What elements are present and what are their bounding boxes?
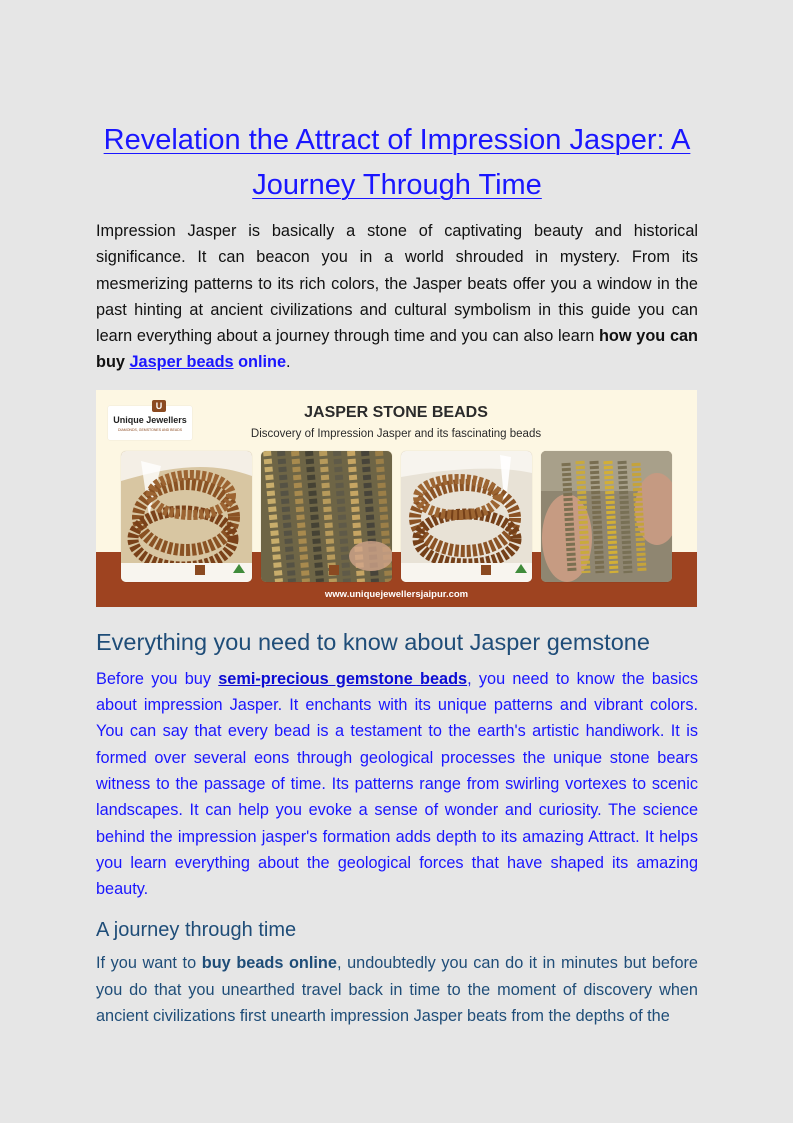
intro-bold-text: how you can buy	[96, 327, 698, 372]
section1-pre: Before you buy	[96, 669, 219, 688]
section1-paragraph	[96, 666, 698, 903]
jasper-beads-banner-image	[96, 390, 697, 607]
semi-precious-gemstone-beads-link[interactable]: semi-precious gemstone beads	[218, 669, 468, 688]
document-content	[96, 118, 698, 1029]
banner-title: JASPER STONE BEADS	[304, 403, 488, 421]
section-heading-journey: A journey through time	[96, 919, 297, 942]
section-heading-jasper-gemstone: Everything you need to know about Jasper gemstone	[96, 628, 650, 655]
article-title-link[interactable]: Revelation the Attract of Impression Jasper: A Journey Through Time	[103, 124, 691, 201]
section2-pre: If you want to	[96, 954, 202, 973]
intro-online-text: online	[233, 353, 287, 372]
buy-beads-online-text: buy beads online	[201, 954, 337, 973]
intro-text: Impression Jasper is basically a stone of captivating beauty and historical significance. It can beacon you in a world shrouded in mystery. From its mesmerizing patterns to its rich colors, the Jasper beats offer you a window in the past hinting at ancient civilizations and cultural symbolism in this guide you can learn everything about a journey through time and you can also learn	[96, 222, 698, 346]
bead-photo-2	[261, 451, 392, 582]
logo-name: Unique Jewellers	[113, 414, 187, 425]
bead-photo-1	[121, 451, 252, 582]
banner-subtitle: Discovery of Impression Jasper and its fascinating beads	[250, 427, 542, 440]
intro-paragraph	[96, 218, 698, 376]
jasper-beads-link[interactable]: Jasper beads	[129, 353, 234, 372]
bead-photo-3	[401, 451, 532, 582]
banner-website-url: www.uniquejewellersjaipur.com	[324, 588, 469, 600]
section2-paragraph	[96, 950, 698, 1029]
logo-letter: U	[152, 400, 166, 412]
section2-text: , undoubtedly you can do it in minutes but before you do that you unearthed travel back in time to the moment of discovery when ancient civilizations first unearth impression Jasper beats from the depths of the	[96, 954, 698, 1026]
logo-subtitle: DIAMONDS, GEMSTONES AND BEADS	[117, 427, 183, 432]
unique-jewellers-logo	[108, 400, 192, 440]
bead-photo-4	[541, 451, 672, 582]
section1-text: , you need to know the basics about impression Jasper. It enchants with its unique patterns and vibrant colors. You can say that every bead is a testament to the earth's artistic handiwork. It is formed over several eons through geological processes the unique stone bears witness to the passage of time. Its patterns range from swirling vortexes to scenic landscapes. It can help you evoke a sense of wonder and curiosity. The science behind the impression jasper's formation adds depth to its amazing Attract. It helps you learn everything about the geological forces that have shaped its amazing beauty.	[96, 669, 698, 899]
intro-period: .	[286, 353, 291, 372]
